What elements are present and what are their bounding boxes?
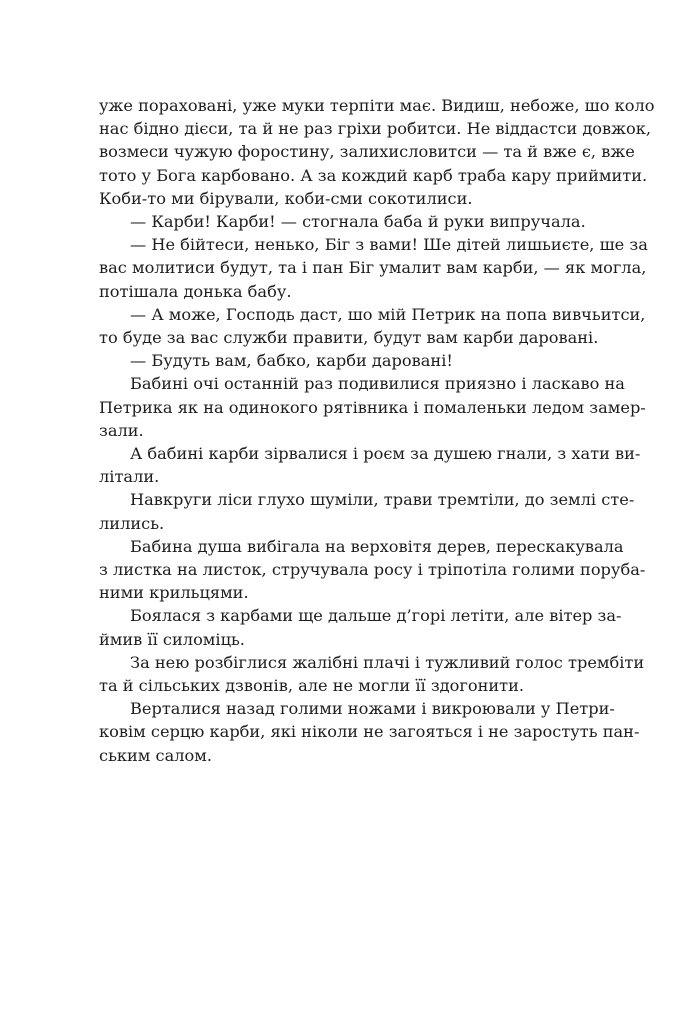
text-line: Навкруги ліси глухо шуміли, трави тремтіли, до землі сте-	[130, 490, 635, 510]
text-line: лились.	[99, 513, 165, 533]
text-line: Верталися назад голими ножами і викроювали у Петри-	[130, 699, 615, 719]
text-line: літали.	[99, 467, 160, 487]
text-line: ними крильцями.	[99, 583, 249, 603]
text-line: та й сільських дзвонів, але не могли її здогонити.	[99, 676, 525, 696]
text-line: уже пораховані, уже муки терпіти має. Видиш, небоже, шо коло	[99, 96, 655, 115]
text-line: вас молитиси будут, та і пан Біг умалит вам карби, — як могла,	[99, 258, 647, 278]
text-line: За нею розбіглися жалібні плачі і тужливий голос трембіти	[130, 652, 645, 672]
text-line: з листка на листок, стручувала росу і тріпотіла голими поруба-	[99, 560, 646, 580]
text-line: А бабині карби зірвалися і роєм за душею гнали, з хати ви-	[130, 444, 641, 464]
text-line: — Будуть вам, бабко, карби даровані!	[130, 351, 453, 371]
text-line: Бабині очі останній раз подивилися приязно і ласкаво на	[130, 374, 625, 394]
text-line: Петрика як на одинокого рятівника і помаленьки ледом замер-	[99, 397, 646, 417]
text-line: то буде за вас служби правити, будут вам карби даровані.	[99, 328, 599, 348]
text-line: ковім серцю карби, які ніколи не загояться і не заростуть пан-	[99, 722, 640, 742]
text-line: нас бідно дієси, та й не раз гріхи робитси. Не віддастси довжок,	[99, 119, 652, 139]
text-line: возмеси чужую форостину, залихисловитси — та й вже є, вже	[99, 142, 635, 162]
text-line: потішала донька бабу.	[99, 281, 292, 301]
text-line: Бабина душа вибігала на верховітя дерев, перескакувала	[130, 536, 624, 556]
page-text-block	[99, 94, 655, 767]
text-line: ймив її силоміць.	[99, 629, 245, 649]
text-line: — Не бійтеси, ненько, Біг з вами! Ше дітей лишьиєте, ше за	[130, 235, 648, 255]
text-line: зали.	[99, 420, 144, 440]
text-line: ським салом.	[99, 745, 213, 765]
text-line: Коби-то ми бірували, коби-сми сокотилиси.	[99, 188, 473, 208]
text-line: — А може, Господь даст, шо мій Петрик на попа вивчьитси,	[130, 304, 646, 324]
text-line: Боялася з карбами ще дальше д’горі летіти, але вітер за-	[130, 606, 622, 626]
text-line: тото у Бога карбовано. А за кождий карб траба кару приймити.	[99, 165, 648, 185]
text-line: — Карби! Карби! — стогнала баба й руки випручала.	[130, 212, 586, 232]
